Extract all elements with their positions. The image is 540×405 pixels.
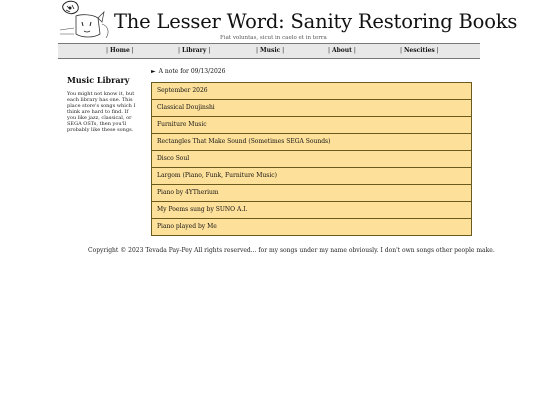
sidebar-title: Music Library bbox=[67, 75, 130, 85]
nav-home-link[interactable]: | Home | bbox=[106, 47, 134, 54]
nav-about-link[interactable]: | About | bbox=[328, 47, 356, 54]
logo-sketch-icon[interactable] bbox=[58, 0, 114, 42]
note-disclosure-toggle[interactable] bbox=[151, 68, 225, 75]
library-item-rectangles-that-make-sound[interactable]: Rectangles That Make Sound (Sometimes SEGA Sounds) bbox=[151, 134, 472, 151]
library-item-my-poems-suno[interactable]: My Poems sung by SUNO A.I. bbox=[151, 202, 472, 219]
site-header bbox=[58, 0, 518, 44]
right-triangle-icon: ► bbox=[151, 68, 156, 75]
music-library-list bbox=[151, 82, 472, 236]
library-item-september-2026[interactable]: September 2026 bbox=[151, 83, 472, 100]
site-motto: Fiat voluntas, sicut in caelo et in terra bbox=[220, 35, 327, 41]
sidebar-description: You might not know it, but each library has one. This place store's songs which I think are hard to find. If you like jazz, classical, or SEGA OSTs, then you'll probably like these songs. bbox=[67, 91, 136, 133]
nav-music-link[interactable]: | Music | bbox=[256, 47, 285, 54]
library-item-piano-by-4ytherium[interactable]: Piano by 4YTherium bbox=[151, 185, 472, 202]
note-toggle-label: A note for 09/13/2026 bbox=[158, 68, 226, 75]
library-item-furniture-music[interactable]: Furniture Music bbox=[151, 117, 472, 134]
library-item-classical-doujinshi[interactable]: Classical Doujinshi bbox=[151, 100, 472, 117]
nav-nescities-link[interactable]: | Nescities | bbox=[400, 47, 439, 54]
library-item-piano-played-by-me[interactable]: Piano played by Me bbox=[151, 219, 472, 236]
nav-bar bbox=[58, 43, 480, 59]
library-item-disco-soul[interactable]: Disco Soul bbox=[151, 151, 472, 168]
footer-copyright: Copyright © 2023 Tevada Pay-Pey All rights reserved... for my songs under my name obviously. I don't own songs other people make. bbox=[88, 247, 495, 254]
nav-library-link[interactable]: | Library | bbox=[178, 47, 211, 54]
site-title[interactable]: The Lesser Word: Sanity Restoring Books bbox=[114, 10, 518, 33]
library-item-largom[interactable]: Largom (Piano, Funk, Furniture Music) bbox=[151, 168, 472, 185]
